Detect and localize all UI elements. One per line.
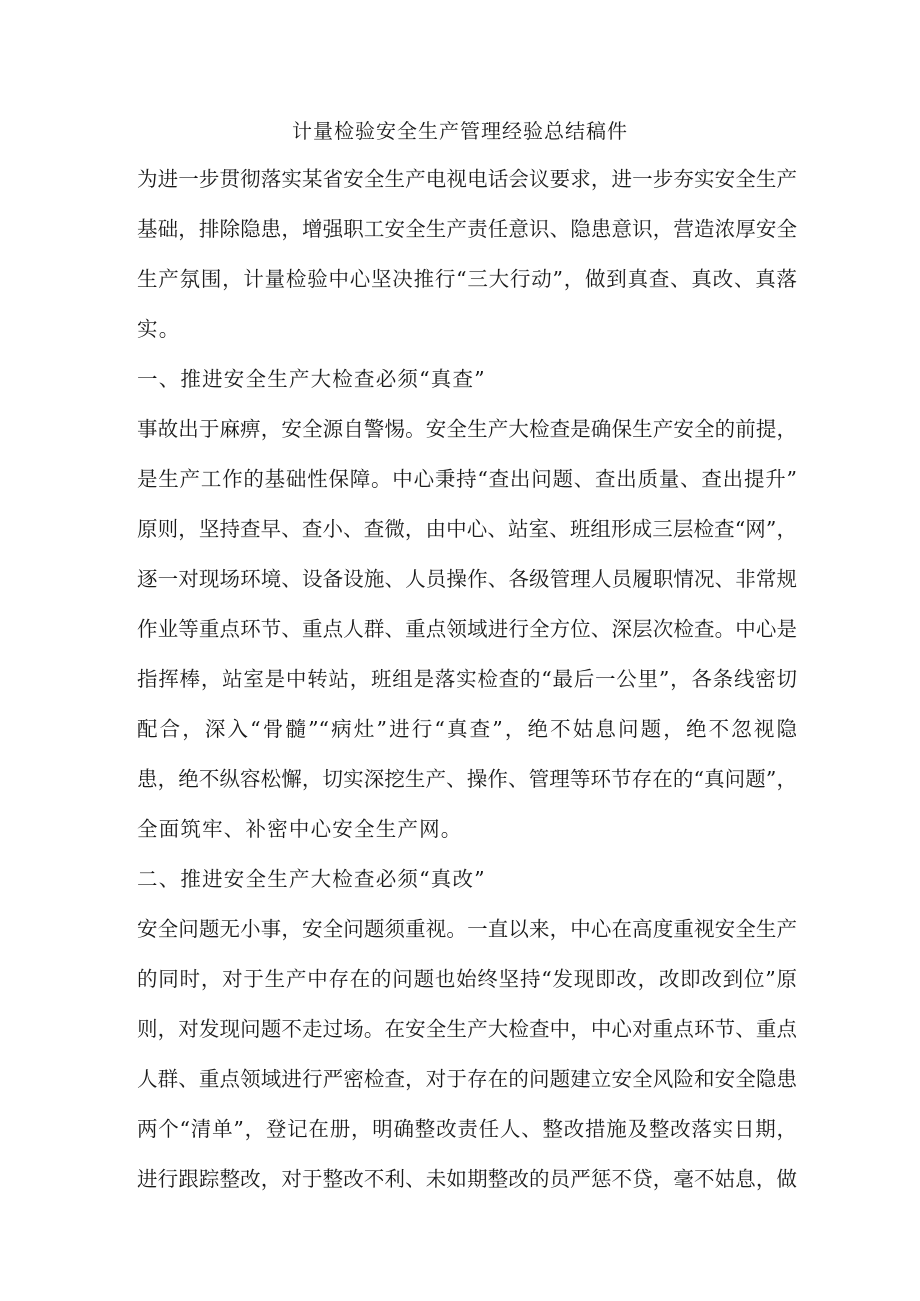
document-title: 计量检验安全生产管理经验总结稿件 [292, 119, 628, 143]
paragraph-line: 事故出于麻痹，安全源自警惕。安全生产大检查是确保生产安全的前提， [137, 417, 797, 441]
paragraph-line: 配合，深入“骨髓”“病灶”进行“真查”，绝不姑息问题，绝不忽视隐 [137, 717, 797, 741]
paragraph-line: 的同时，对于生产中存在的问题也始终坚持“发现即改，改即改到位”原 [137, 967, 797, 991]
paragraph-line: 两个“清单”，登记在册，明确整改责任人、整改措施及整改落实日期， [137, 1117, 797, 1141]
section-heading: 一、推进安全生产大检查必须“真查” [137, 367, 486, 391]
paragraph-line: 全面筑牢、补密中心安全生产网。 [137, 817, 463, 841]
paragraph-line: 逐一对现场环境、设备设施、人员操作、各级管理人员履职情况、非常规 [137, 567, 797, 591]
paragraph-line: 进行跟踪整改，对于整改不利、未如期整改的员严惩不贷，毫不姑息，做 [137, 1167, 797, 1191]
paragraph-line: 作业等重点环节、重点人群、重点领域进行全方位、深层次检查。中心是 [137, 617, 797, 641]
paragraph-line: 为进一步贯彻落实某省安全生产电视电话会议要求，进一步夯实安全生产 [137, 167, 797, 191]
paragraph-line: 是生产工作的基础性保障。中心秉持“查出问题、查出质量、查出提升” [137, 467, 797, 491]
paragraph-line: 原则，坚持查早、查小、查微，由中心、站室、班组形成三层检查“网”， [137, 517, 797, 541]
section-heading: 二、推进安全生产大检查必须“真改” [137, 867, 486, 891]
paragraph-line: 安全问题无小事，安全问题须重视。一直以来，中心在高度重视安全生产 [137, 917, 797, 941]
paragraph-line: 则，对发现问题不走过场。在安全生产大检查中，中心对重点环节、重点 [137, 1017, 797, 1041]
paragraph-line: 基础，排除隐患，增强职工安全生产责任意识、隐患意识，营造浓厚安全 [137, 217, 797, 241]
paragraph-line: 指挥棒，站室是中转站，班组是落实检查的“最后一公里”，各条线密切 [137, 667, 797, 691]
paragraph-line: 实。 [137, 317, 181, 341]
paragraph-line: 生产氛围，计量检验中心坚决推行“三大行动”，做到真查、真改、真落 [137, 267, 797, 291]
paragraph-line: 人群、重点领域进行严密检查，对于存在的问题建立安全风险和安全隐患 [137, 1067, 797, 1091]
paragraph-line: 患，绝不纵容松懈，切实深挖生产、操作、管理等环节存在的“真问题”， [137, 767, 797, 791]
